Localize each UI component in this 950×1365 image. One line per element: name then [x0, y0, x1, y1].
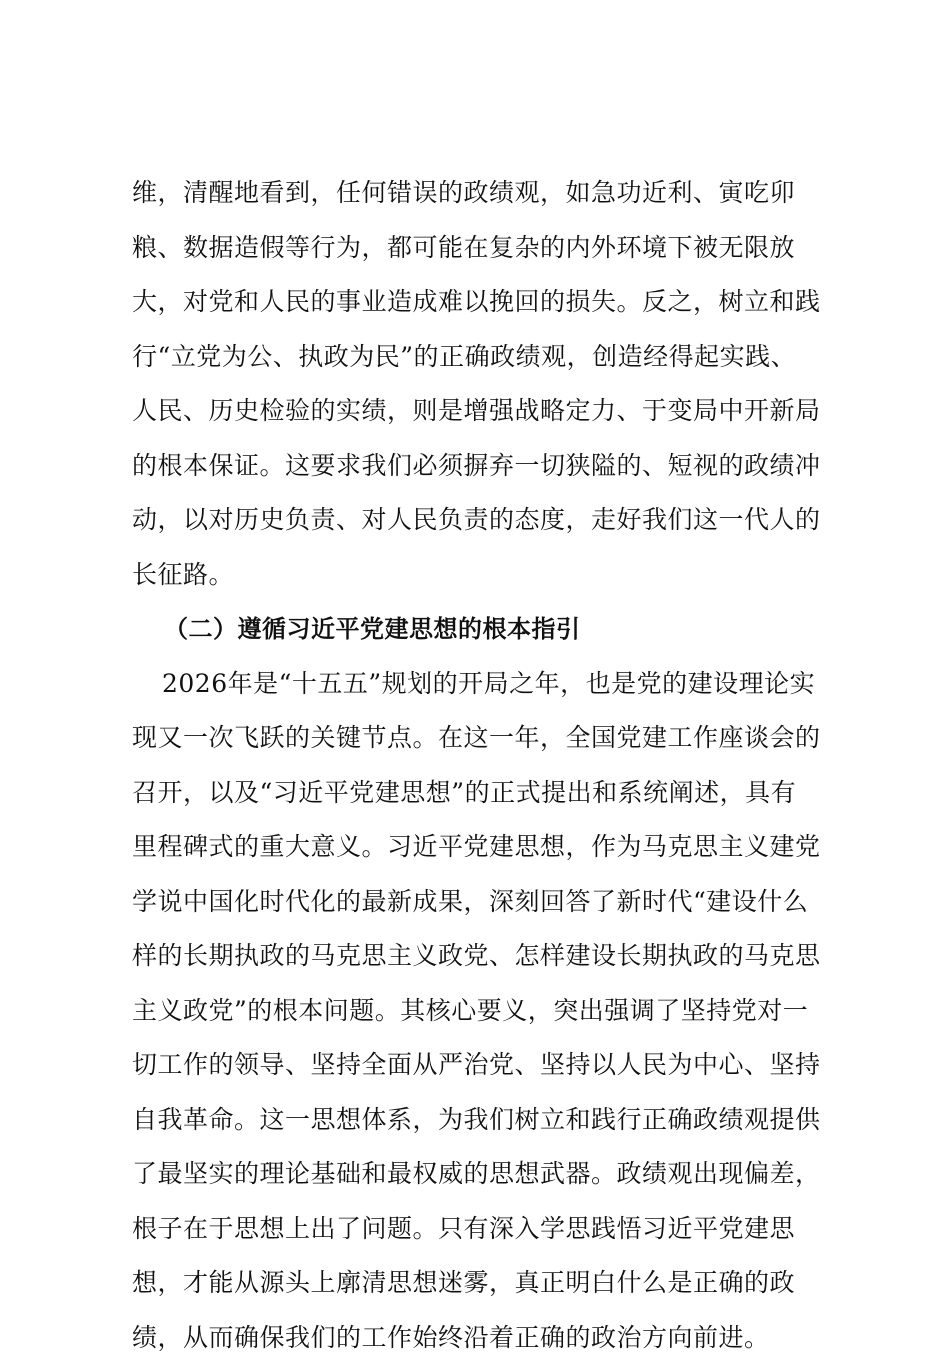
body-text: [132, 166, 832, 1365]
paragraph-line: 了最坚实的理论基础和最权威的思想武器。政绩观出现偏差，: [132, 1147, 832, 1202]
paragraph-line: 里程碑式的重大意义。习近平党建思想，作为马克思主义建党: [132, 820, 832, 875]
paragraph-line: 维，清醒地看到，任何错误的政绩观，如急功近利、寅吃卯: [132, 166, 832, 221]
paragraph-line: 根子在于思想上出了问题。只有深入学思践悟习近平党建思: [132, 1202, 832, 1257]
paragraph-line: 学说中国化时代化的最新成果，深刻回答了新时代“建设什么: [132, 875, 832, 930]
paragraph-line: 现又一次飞跃的关键节点。在这一年，全国党建工作座谈会的: [132, 711, 832, 766]
paragraph-line: 的根本保证。这要求我们必须摒弃一切狭隘的、短视的政绩冲: [132, 439, 832, 494]
paragraph-line: 长征路。: [132, 548, 832, 603]
paragraph-line: 绩，从而确保我们的工作始终沿着正确的政治方向前进。: [132, 1311, 832, 1365]
section-heading: （二）遵循习近平党建思想的根本指引: [132, 602, 832, 657]
paragraph-line: 2026年是“十五五”规划的开局之年，也是党的建设理论实: [132, 657, 832, 712]
paragraph-line: 想，才能从源头上廓清思想迷雾，真正明白什么是正确的政: [132, 1256, 832, 1311]
paragraph-line: 样的长期执政的马克思主义政党、怎样建设长期执政的马克思: [132, 929, 832, 984]
paragraph-line: 动，以对历史负责、对人民负责的态度，走好我们这一代人的: [132, 493, 832, 548]
paragraph-line: 人民、历史检验的实绩，则是增强战略定力、于变局中开新局: [132, 384, 832, 439]
paragraph-line: 粮、数据造假等行为，都可能在复杂的内外环境下被无限放: [132, 221, 832, 276]
paragraph-line: 大，对党和人民的事业造成难以挽回的损失。反之，树立和践: [132, 275, 832, 330]
paragraph-line: 自我革命。这一思想体系，为我们树立和践行正确政绩观提供: [132, 1093, 832, 1148]
paragraph-line: 召开，以及“习近平党建思想”的正式提出和系统阐述，具有: [132, 766, 832, 821]
paragraph-line: 主义政党”的根本问题。其核心要义，突出强调了坚持党对一: [132, 984, 832, 1039]
paragraph-line: 切工作的领导、坚持全面从严治党、坚持以人民为中心、坚持: [132, 1038, 832, 1093]
paragraph-line: 行“立党为公、执政为民”的正确政绩观，创造经得起实践、: [132, 330, 832, 385]
